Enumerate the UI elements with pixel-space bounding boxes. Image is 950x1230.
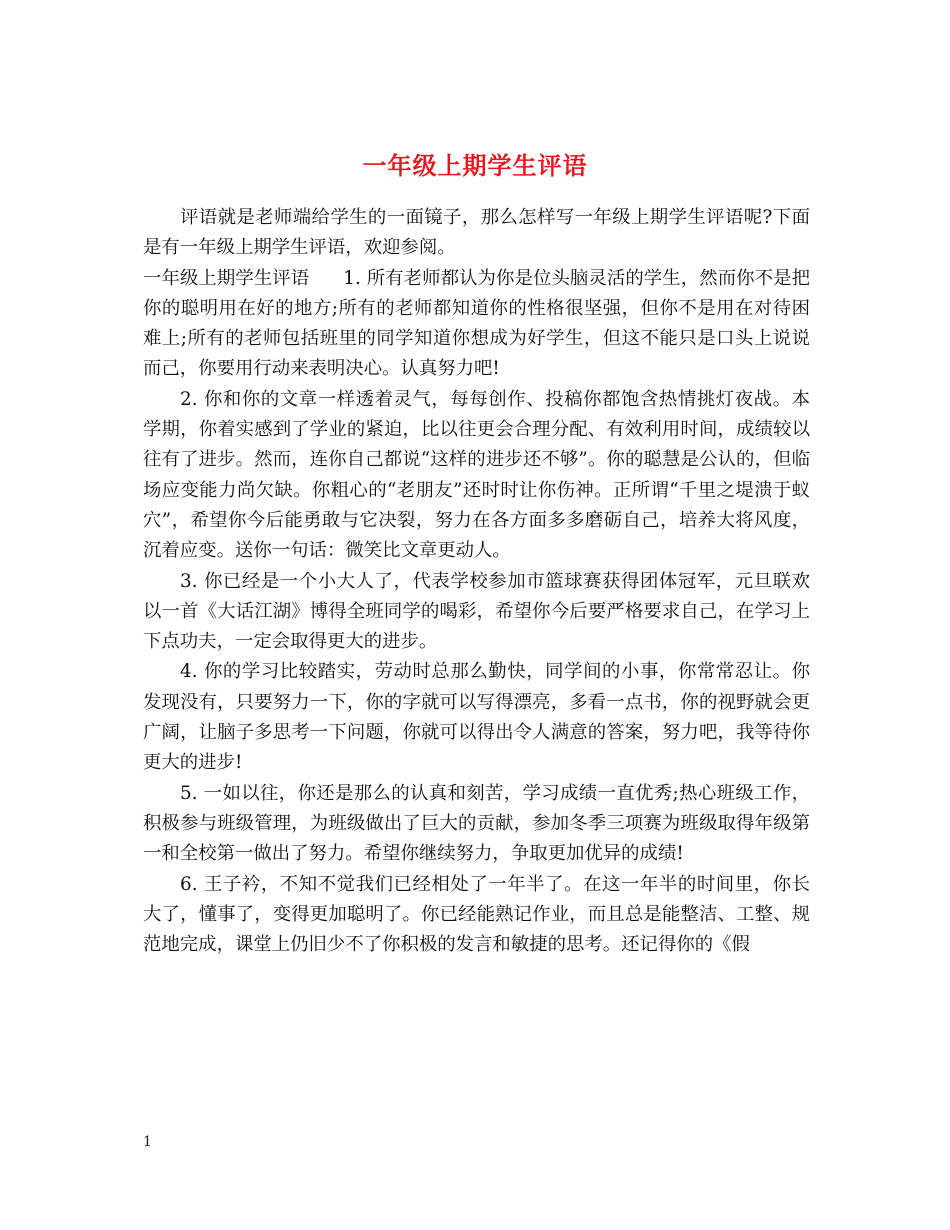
- document-body: [143, 203, 810, 960]
- comment-paragraph-4: 4. 你的学习比较踏实，劳动时总那么勤快，同学间的小事，你常常忍让。你发现没有，只要努力一下，你的字就可以写得漂亮，多看一点书，你的视野就会更广阔，让脑子多思考一下问题，你就可以得出令人满意的答案，努力吧，我等待你更大的进步!: [143, 661, 810, 774]
- comment-paragraph-1: [143, 264, 810, 385]
- comment-paragraph-5: 5. 一如以往，你还是那么的认真和刻苦，学习成绩一直优秀;热心班级工作，积极参与班级管理，为班级做出了巨大的贡献，参加冬季三项赛为班级取得年级第一和全校第一做出了努力。希望你继续努力，争取更加优异的成绩!: [143, 782, 810, 865]
- comment-paragraph-2: 2. 你和你的文章一样透着灵气，每每创作、投稿你都饱含热情挑灯夜战。本学期，你着实感到了学业的紧迫，比以往更会合理分配、有效利用时间，成绩较以往有了进步。然而，连你自己都说“这样的进步还不够”。你的聪慧是公认的，但临场应变能力尚欠缺。你粗心的“老朋友”还时时让你伤神。正所谓“千里之堤溃于蚁穴”，希望你今后能勇敢与它决裂，努力在各方面多多磨砺自己，培养大将风度，沉着应变。送你一句话：微笑比文章更动人。: [143, 388, 810, 562]
- comment-paragraph-6: 6. 王子衿，不知不觉我们已经相处了一年半了。在这一年半的时间里，你长大了，懂事了，变得更加聪明了。你已经能熟记作业，而且总是能整洁、工整、规范地完成，课堂上仍旧少不了你积极的发言和敏捷的思考。还记得你的《假: [143, 873, 810, 956]
- page-number: 1: [143, 1134, 152, 1150]
- comment-paragraph-3: 3. 你已经是一个小大人了，代表学校参加市篮球赛获得团体冠军，元旦联欢以一首《大话江湖》博得全班同学的喝彩，希望你今后要严格要求自己，在学习上下点功夫，一定会取得更大的进步。: [143, 570, 810, 653]
- intro-paragraph: 评语就是老师端给学生的一面镜子，那么怎样写一年级上期学生评语呢?下面是有一年级上期学生评语，欢迎参阅。: [143, 207, 810, 259]
- page-title: 一年级上期学生评语: [362, 151, 588, 181]
- comment-text-1: 1. 所有老师都认为你是位头脑灵活的学生，然而你不是把你的聪明用在好的地方;所有的老师都知道你的性格很坚强，但你不是用在对待困难上;所有的老师包括班里的同学知道你想成为好学生，但这不能只是口头上说说而己，你要用行动来表明决心。认真努力吧!: [143, 267, 810, 380]
- inline-heading: 一年级上期学生评语: [143, 267, 310, 289]
